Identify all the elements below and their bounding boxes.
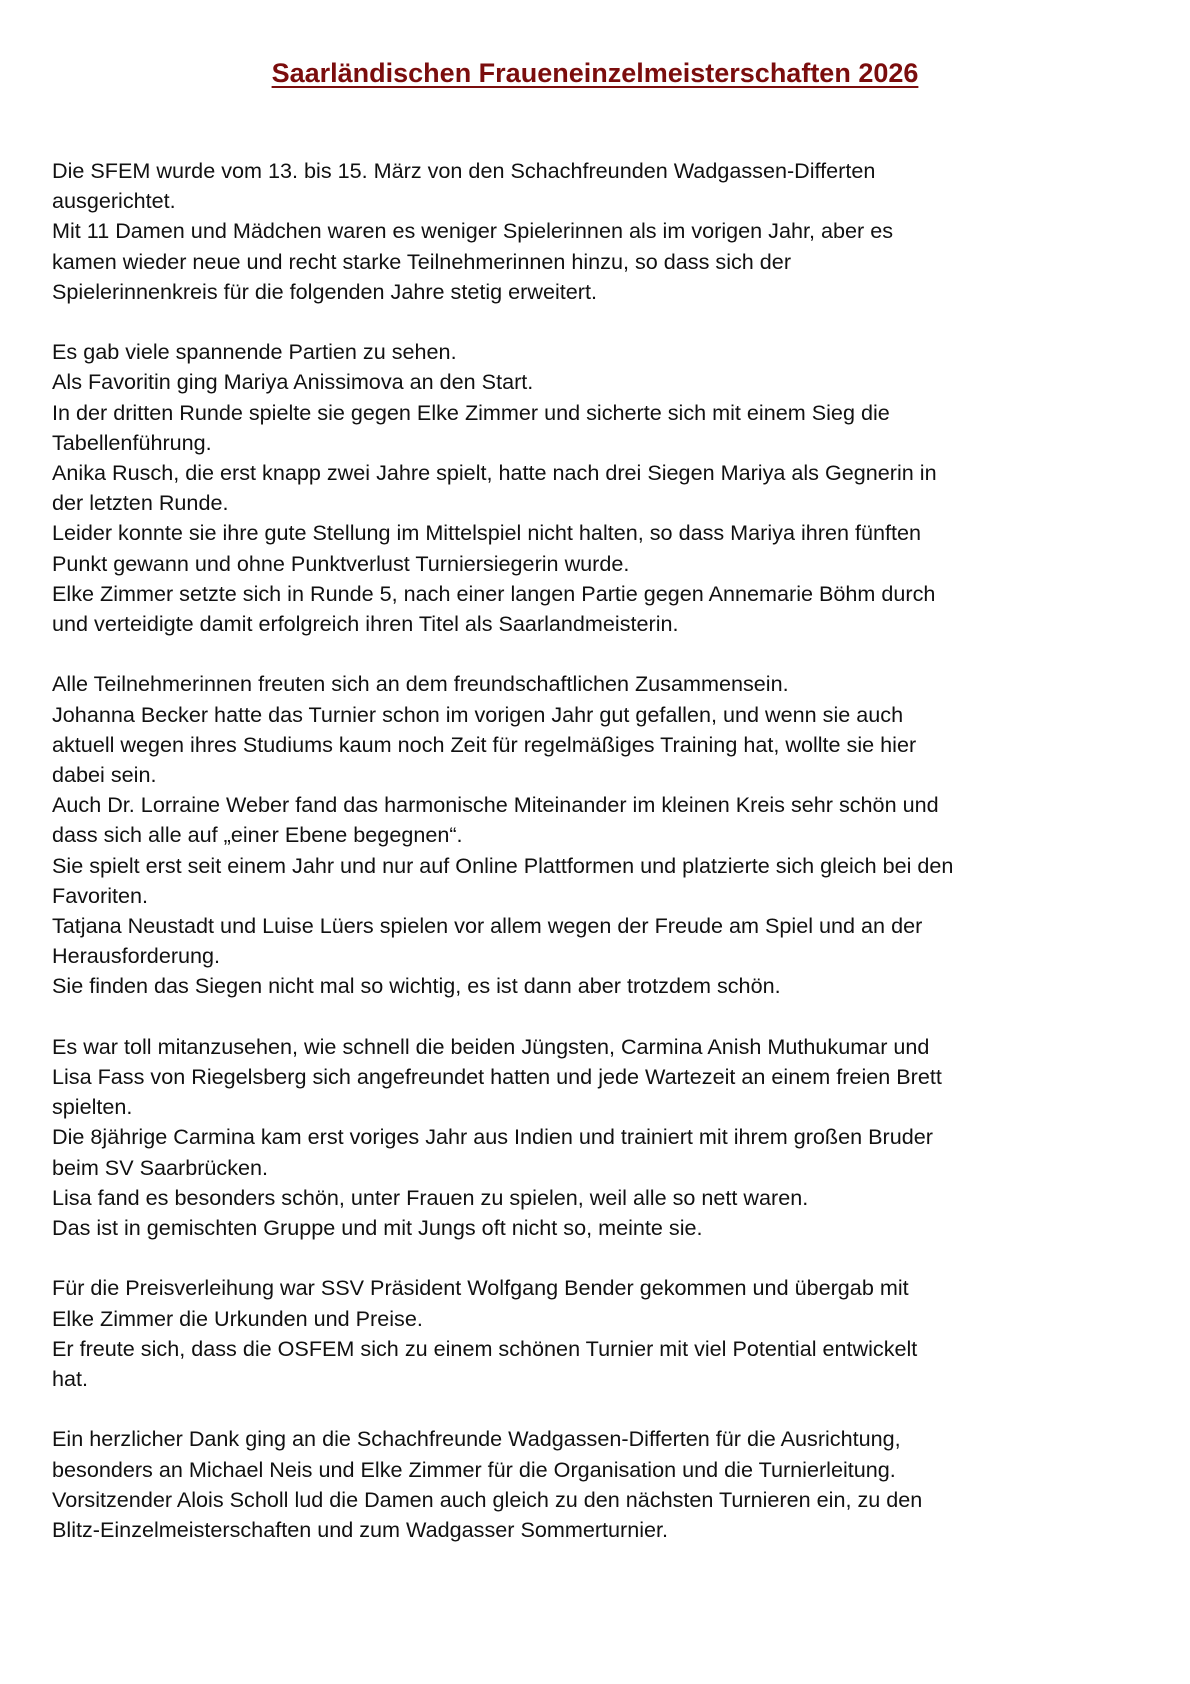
text-line: Die 8jährige Carmina kam erst voriges Jahr aus Indien und trainiert mit ihrem großen Bruder <box>52 1124 933 1150</box>
text-line: dabei sein. <box>52 762 157 788</box>
text-line: Sie finden das Siegen nicht mal so wichtig, es ist dann aber trotzdem schön. <box>52 973 781 999</box>
text-line: Blitz-Einzelmeisterschaften und zum Wadgasser Sommerturnier. <box>52 1517 669 1543</box>
text-line: Elke Zimmer die Urkunden und Preise. <box>52 1305 423 1331</box>
text-line: Spielerinnenkreis für die folgenden Jahre stetig erweitert. <box>52 278 597 304</box>
text-line: besonders an Michael Neis und Elke Zimmer für die Organisation und die Turnierleitung. <box>52 1456 896 1482</box>
document-body <box>52 156 1162 1575</box>
paragraph-youngest <box>52 1032 1162 1243</box>
text-line: Johanna Becker hatte das Turnier schon im vorigen Jahr gut gefallen, und wenn sie auch <box>52 701 904 727</box>
text-line: hat. <box>52 1366 89 1392</box>
text-line: kamen wieder neue und recht starke Teilnehmerinnen hinzu, so dass sich der <box>52 248 792 274</box>
text-line: Tabellenführung. <box>52 429 212 455</box>
text-line: Leider konnte sie ihre gute Stellung im Mittelspiel nicht halten, so dass Mariya ihren fünften <box>52 520 922 546</box>
text-line: Favoriten. <box>52 882 149 908</box>
text-line: Mit 11 Damen und Mädchen waren es weniger Spielerinnen als im vorigen Jahr, aber es <box>52 218 894 244</box>
text-line: Lisa fand es besonders schön, unter Frauen zu spielen, weil alle so nett waren. <box>52 1184 809 1210</box>
text-line: und verteidigte damit erfolgreich ihren Titel als Saarlandmeisterin. <box>52 611 679 637</box>
text-line: dass sich alle auf „einer Ebene begegnen“. <box>52 822 463 848</box>
text-line: Er freute sich, dass die OSFEM sich zu einem schönen Turnier mit viel Potential entwickelt <box>52 1335 918 1361</box>
text-line: Tatjana Neustadt und Luise Lüers spielen vor allem wegen der Freude am Spiel und an der <box>52 913 923 939</box>
text-line: Für die Preisverleihung war SSV Präsident Wolfgang Bender gekommen und übergab mit <box>52 1275 909 1301</box>
text-line: Anika Rusch, die erst knapp zwei Jahre spielt, hatte nach drei Siegen Mariya als Gegnerin in <box>52 460 937 486</box>
text-line: Die SFEM wurde vom 13. bis 15. März von den Schachfreunden Wadgassen-Differten <box>52 158 876 183</box>
text-line: beim SV Saarbrücken. <box>52 1154 269 1180</box>
text-line: In der dritten Runde spielte sie gegen Elke Zimmer und sicherte sich mit einem Sieg die <box>52 399 890 425</box>
document-title: Saarländischen Fraueneinzelmeisterschaften 2026 <box>271 58 919 88</box>
text-line: Es gab viele spannende Partien zu sehen. <box>52 339 457 365</box>
paragraph-games <box>52 337 1162 639</box>
text-line: Sie spielt erst seit einem Jahr und nur auf Online Plattformen und platzierte sich gleich bei den <box>52 852 954 878</box>
text-line: spielten. <box>52 1094 133 1120</box>
text-line: Als Favoritin ging Mariya Anissimova an den Start. <box>52 369 534 395</box>
paragraph-participants <box>52 669 1162 1001</box>
text-line: ausgerichtet. <box>52 188 176 214</box>
text-line: Das ist in gemischten Gruppe und mit Jungs oft nicht so, meinte sie. <box>52 1215 703 1241</box>
text-line: Auch Dr. Lorraine Weber fand das harmonische Miteinander im kleinen Kreis sehr schön und <box>52 792 939 818</box>
paragraph-awards <box>52 1273 1162 1394</box>
text-line: Herausforderung. <box>52 943 221 969</box>
text-line: aktuell wegen ihres Studiums kaum noch Zeit für regelmäßiges Training hat, wollte sie hier <box>52 731 917 757</box>
text-line: der letzten Runde. <box>52 490 229 516</box>
paragraph-intro <box>52 156 1162 307</box>
text-line: Es war toll mitanzusehen, wie schnell die beiden Jüngsten, Carmina Anish Muthukumar und <box>52 1033 930 1059</box>
text-line: Punkt gewann und ohne Punktverlust Turniersiegerin wurde. <box>52 550 630 576</box>
text-line: Vorsitzender Alois Scholl lud die Damen auch gleich zu den nächsten Turnieren ein, zu den <box>52 1486 923 1512</box>
text-line: Elke Zimmer setzte sich in Runde 5, nach einer langen Partie gegen Annemarie Böhm durch <box>52 580 936 606</box>
paragraph-thanks <box>52 1424 1162 1545</box>
text-line: Alle Teilnehmerinnen freuten sich an dem freundschaftlichen Zusammensein. <box>52 671 789 697</box>
text-line: Ein herzlicher Dank ging an die Schachfreunde Wadgassen-Differten für die Ausrichtung, <box>52 1426 901 1452</box>
text-line: Lisa Fass von Riegelsberg sich angefreundet hatten und jede Wartezeit an einem freien Brett <box>52 1064 942 1090</box>
